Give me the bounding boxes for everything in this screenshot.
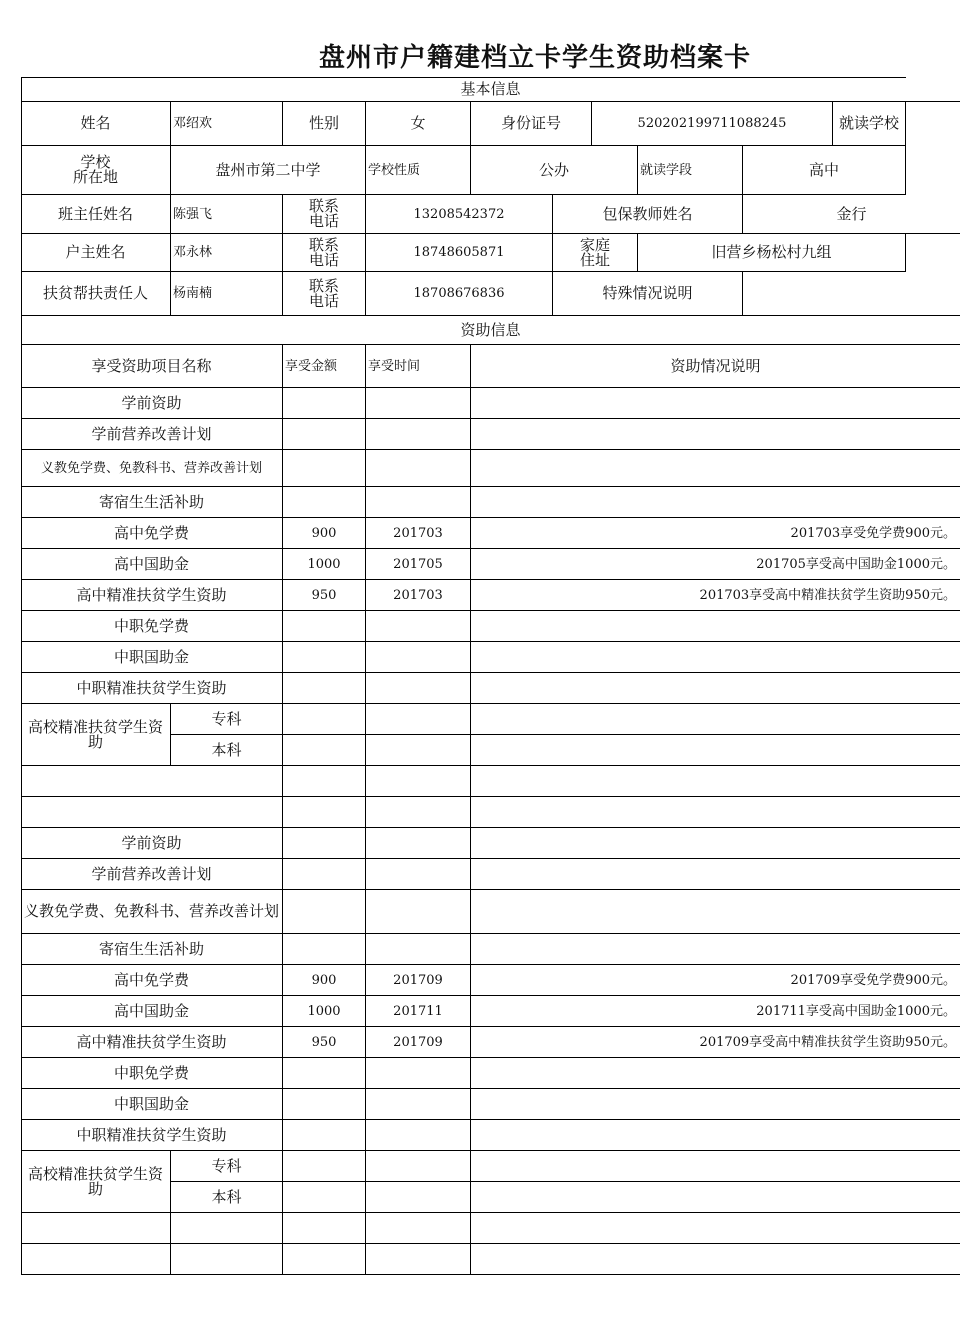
teacher-label: 班主任姓名 <box>21 195 171 234</box>
guarantor-value: 金行 <box>743 195 960 234</box>
aid-description: 201703享受免学费900元。 <box>471 518 960 549</box>
blank-row-desc <box>471 766 960 797</box>
table-left-border <box>21 77 22 1275</box>
aid-amount <box>283 450 366 487</box>
aid-time: 201709 <box>366 965 471 996</box>
name-label: 姓名 <box>21 102 171 146</box>
aid-time <box>366 735 471 766</box>
aid-time: 201703 <box>366 518 471 549</box>
blank-row-amount <box>283 1213 366 1244</box>
aid-item-name: 中职免学费 <box>21 1058 283 1089</box>
blank-row-time <box>366 766 471 797</box>
householder-label: 户主姓名 <box>21 234 171 272</box>
aid-amount <box>283 1089 366 1120</box>
aid-item-name: 高中精准扶贫学生资助 <box>21 1027 283 1058</box>
aid-time <box>366 1058 471 1089</box>
id-value: 520202199711088245 <box>592 102 833 146</box>
aid-amount <box>283 1151 366 1182</box>
aid-amount <box>283 934 366 965</box>
aid-description <box>471 419 960 450</box>
blank-row-item <box>21 1244 171 1275</box>
aid-amount <box>283 704 366 735</box>
aid-description <box>471 1182 960 1213</box>
blank-row-desc <box>471 797 960 828</box>
blank-row-sub <box>171 1244 283 1275</box>
blank-row-time <box>366 797 471 828</box>
gender-value: 女 <box>366 102 471 146</box>
householder-value: 邓永林 <box>171 234 283 272</box>
aid-item-name: 中职国助金 <box>21 1089 283 1120</box>
address-value: 旧营乡杨松村九组 <box>638 234 906 272</box>
aid-item-name: 寄宿生生活补助 <box>21 934 283 965</box>
blank-row-item <box>21 797 283 828</box>
aid-item-name: 中职精准扶贫学生资助 <box>21 673 283 704</box>
school-location-label: 学校 所在地 <box>21 146 171 195</box>
school-label: 就读学校 <box>833 102 906 146</box>
aid-time: 201703 <box>366 580 471 611</box>
aid-amount <box>283 388 366 419</box>
aid-item-name: 学前营养改善计划 <box>21 419 283 450</box>
guarantor-label: 包保教师姓名 <box>553 195 743 234</box>
aid-description <box>471 828 960 859</box>
aid-amount: 1000 <box>283 549 366 580</box>
address-label: 家庭 住址 <box>553 234 638 272</box>
aid-item-name: 高中免学费 <box>21 965 283 996</box>
school-type-value: 公办 <box>471 146 638 195</box>
aid-time <box>366 642 471 673</box>
college-sub-benke: 本科 <box>171 1182 283 1213</box>
aid-item-name: 中职国助金 <box>21 642 283 673</box>
aid-time <box>366 611 471 642</box>
college-sub-zhuanke: 专科 <box>171 1151 283 1182</box>
aid-description <box>471 704 960 735</box>
aid-item-name: 高中国助金 <box>21 996 283 1027</box>
aid-item-name: 学前资助 <box>21 828 283 859</box>
aid-amount: 950 <box>283 580 366 611</box>
table-top-border <box>21 77 906 78</box>
aid-time <box>366 1089 471 1120</box>
aid-item-name: 高中免学费 <box>21 518 283 549</box>
gender-label: 性别 <box>283 102 366 146</box>
school-location-value: 盘州市第二中学 <box>171 146 366 195</box>
aid-amount <box>283 487 366 518</box>
page-title: 盘州市户籍建档立卡学生资助档案卡 <box>318 43 751 73</box>
aid-amount: 900 <box>283 518 366 549</box>
aid-item-name: 高中国助金 <box>21 549 283 580</box>
aid-time <box>366 673 471 704</box>
aid-item-name: 义教免学费、免教科书、营养改善计划 <box>21 890 283 934</box>
aid-item-name: 学前营养改善计划 <box>21 859 283 890</box>
aid-amount: 950 <box>283 1027 366 1058</box>
aid-item-name: 寄宿生生活补助 <box>21 487 283 518</box>
aid-amount <box>283 1182 366 1213</box>
header-item: 享受资助项目名称 <box>21 345 283 388</box>
aid-time <box>366 934 471 965</box>
aid-description <box>471 388 960 419</box>
aid-description <box>471 1089 960 1120</box>
aid-time <box>366 828 471 859</box>
id-label: 身份证号 <box>471 102 592 146</box>
aid-time <box>366 419 471 450</box>
aid-description <box>471 1151 960 1182</box>
special-value <box>743 272 960 316</box>
aid-amount <box>283 642 366 673</box>
aid-amount <box>283 1058 366 1089</box>
householder-phone-value: 18748605871 <box>366 234 553 272</box>
college-aid-label: 高校精准扶贫学生资助 <box>21 704 171 766</box>
aid-description <box>471 450 960 487</box>
householder-phone-label: 联系 电话 <box>283 234 366 272</box>
aid-time: 201711 <box>366 996 471 1027</box>
aid-description <box>471 1120 960 1151</box>
aid-amount <box>283 828 366 859</box>
blank-row-amount <box>283 797 366 828</box>
aid-item-name: 中职精准扶贫学生资助 <box>21 1120 283 1151</box>
blank-row-desc <box>471 1244 960 1275</box>
name-value: 邓绍欢 <box>171 102 283 146</box>
blank-row-desc <box>471 1213 960 1244</box>
aid-time <box>366 450 471 487</box>
aid-description: 201709享受高中精准扶贫学生资助950元。 <box>471 1027 960 1058</box>
aid-amount <box>283 735 366 766</box>
college-aid-label: 高校精准扶贫学生资助 <box>21 1151 171 1213</box>
officer-phone-label: 联系 电话 <box>283 272 366 316</box>
poverty-officer-value: 杨南楠 <box>171 272 283 316</box>
archive-card-table <box>21 77 956 1275</box>
special-label: 特殊情况说明 <box>553 272 743 316</box>
aid-description <box>471 890 960 934</box>
aid-time <box>366 890 471 934</box>
teacher-phone-label: 联系 电话 <box>283 195 366 234</box>
aid-info-header: 资助信息 <box>21 316 960 345</box>
aid-amount <box>283 890 366 934</box>
college-sub-zhuanke: 专科 <box>171 704 283 735</box>
aid-time: 201709 <box>366 1027 471 1058</box>
aid-item-name: 义教免学费、免教科书、营养改善计划 <box>21 450 283 487</box>
aid-description <box>471 611 960 642</box>
aid-item-name: 高中精准扶贫学生资助 <box>21 580 283 611</box>
aid-amount <box>283 419 366 450</box>
blank-row-item <box>21 1213 171 1244</box>
aid-amount <box>283 673 366 704</box>
aid-time <box>366 859 471 890</box>
aid-description <box>471 673 960 704</box>
aid-time <box>366 388 471 419</box>
stage-value: 高中 <box>743 146 906 195</box>
officer-phone-value: 18708676836 <box>366 272 553 316</box>
aid-description <box>471 487 960 518</box>
aid-description <box>471 859 960 890</box>
teacher-phone-value: 13208542372 <box>366 195 553 234</box>
blank-row-time <box>366 1213 471 1244</box>
aid-time <box>366 704 471 735</box>
aid-amount <box>283 611 366 642</box>
aid-amount <box>283 1120 366 1151</box>
school-type-label: 学校性质 <box>366 146 471 195</box>
blank-row-sub <box>171 1213 283 1244</box>
aid-time: 201705 <box>366 549 471 580</box>
aid-amount: 1000 <box>283 996 366 1027</box>
aid-description <box>471 934 960 965</box>
blank-row-time <box>366 1244 471 1275</box>
header-desc: 资助情况说明 <box>471 345 960 388</box>
header-time: 享受时间 <box>366 345 471 388</box>
aid-description: 201705享受高中国助金1000元。 <box>471 549 960 580</box>
aid-description: 201703享受高中精准扶贫学生资助950元。 <box>471 580 960 611</box>
aid-time <box>366 1182 471 1213</box>
blank-row-item <box>21 766 283 797</box>
college-sub-benke: 本科 <box>171 735 283 766</box>
aid-description <box>471 642 960 673</box>
aid-description <box>471 735 960 766</box>
aid-amount: 900 <box>283 965 366 996</box>
aid-time <box>366 487 471 518</box>
aid-time <box>366 1151 471 1182</box>
aid-item-name: 学前资助 <box>21 388 283 419</box>
blank-row-amount <box>283 1244 366 1275</box>
aid-amount <box>283 859 366 890</box>
aid-description: 201709享受免学费900元。 <box>471 965 960 996</box>
poverty-officer-label: 扶贫帮扶责任人 <box>21 272 171 316</box>
stage-label: 就读学段 <box>638 146 743 195</box>
teacher-value: 陈强飞 <box>171 195 283 234</box>
aid-item-name: 中职免学费 <box>21 611 283 642</box>
blank-row-amount <box>283 766 366 797</box>
aid-time <box>366 1120 471 1151</box>
aid-description: 201711享受高中国助金1000元。 <box>471 996 960 1027</box>
header-amount: 享受金额 <box>283 345 366 388</box>
aid-description <box>471 1058 960 1089</box>
basic-info-header: 基本信息 <box>21 77 960 102</box>
